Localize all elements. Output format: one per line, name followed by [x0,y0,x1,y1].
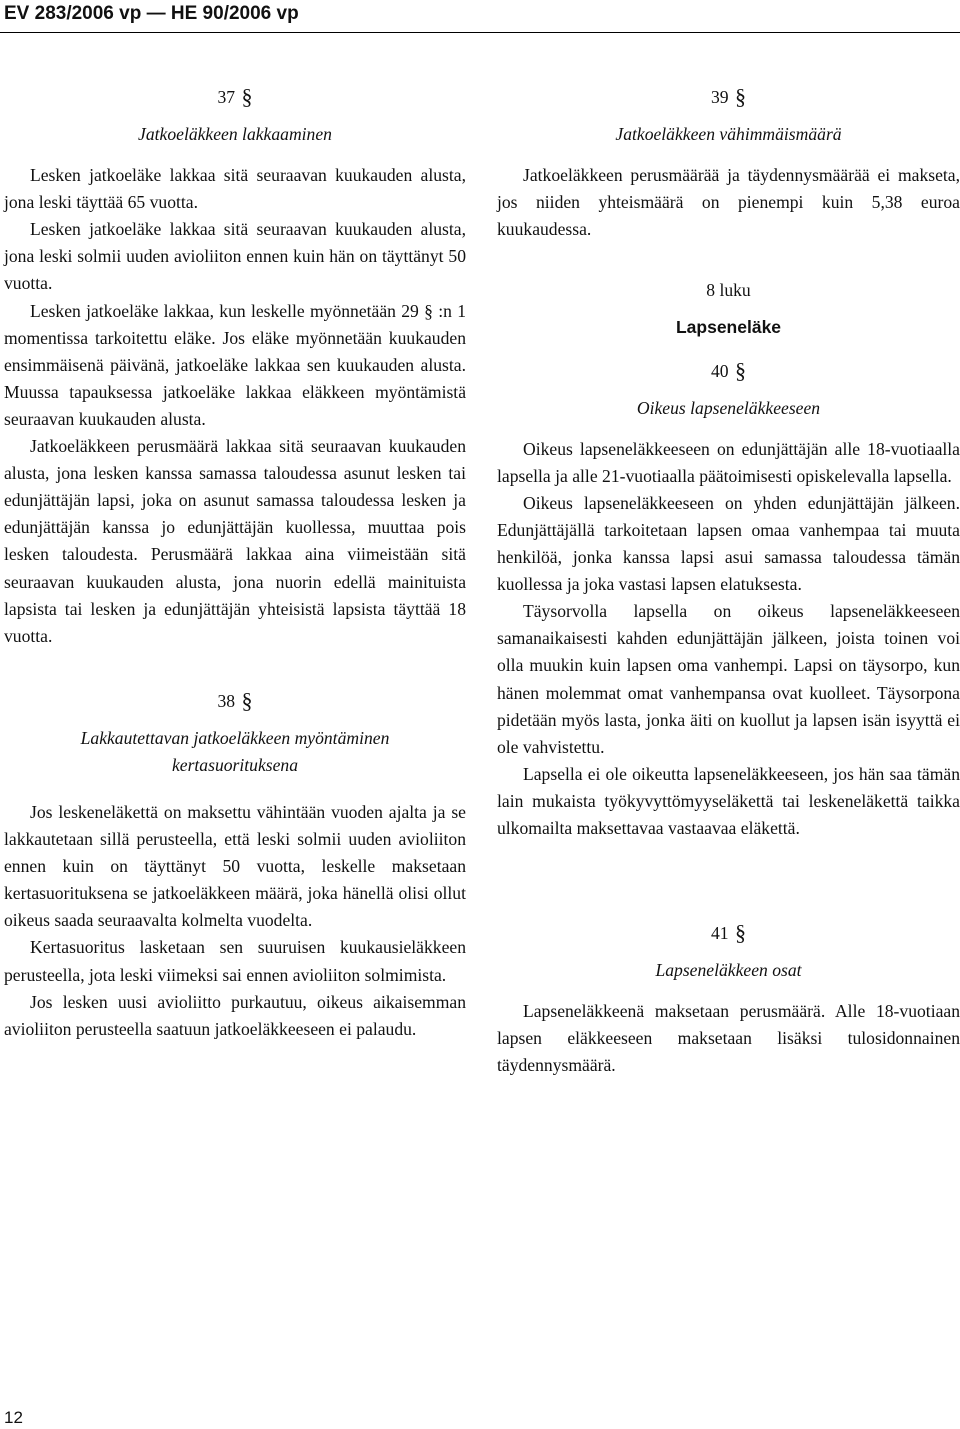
section-number: 39 [711,87,729,107]
section-symbol: § [241,687,253,713]
left-column [4,82,466,1043]
section-number-41 [497,918,960,947]
paragraph: Jatkoeläkkeen perusmäärä lakkaa sitä seuraavan kuukauden alusta, jona lesken kanssa samassa taloudessa asunut lesken tai edunjättäjän lapsi, joka on asunut samassa taloudessa lesken ja edunjättäjän kanssa jo edunjättäjän kuollessa, muuttaa pois lesken taloudesta. Perusmäärä lakkaa aina viimeistään sitä seuraavan kuukauden alusta, jona nuorin edellä mainituista lapsista tai lesken ja edunjättäjän yhteisistä lapsista täyttää 18 vuotta. [4,436,466,646]
section-number: 40 [711,360,729,381]
right-column [497,82,960,1079]
section-symbol: § [241,84,253,109]
section-heading-38-line2: kertasuorituksena [171,754,299,775]
section-heading-38-line1: Lakkautettavan jatkoeläkkeen myöntäminen [80,727,390,748]
section-heading-37: Jatkoeläkkeen lakkaaminen [138,124,332,144]
section-number-39 [497,82,960,111]
paragraph: Oikeus lapseneläkkeeseen on yhden edunjättäjän jälkeen. Edunjättäjällä tarkoitetaan lapsen omaa vanhempaa tai muuta henkilöä, jonka kanssa lapsi asui samassa taloudessa tämän kuollessa ja joka vastasi lapsen elatuksesta. [497,492,960,595]
paragraph: Jos leskeneläkettä on maksettu vähintään vuoden ajalta ja se lakkautetaan sillä perusteella, että leski solmii uuden avioliiton ennen kuin on täyttänyt 50 vuotta, leskelle maksetaan kertasuorituksena se jatkoeläkkeen määrä, joka hänellä olisi ollut oikeus saada seuraavalta kolmelta vuodelta. [4,801,466,931]
paragraph: Lesken jatkoeläke lakkaa, kun leskelle myönnetään 29 § :n 1 momentissa tarkoitettu eläke. Jos eläke myönnetään kuukauden ensimmäisenä päivänä, jatkoeläke lakkaa sen kuukauden alusta. Muussa tapauksessa jatkoeläke lakkaa eläkkeen myöntämistä seuraavan kuukauden alusta. [4,300,466,429]
paragraph: Lesken jatkoeläke lakkaa sitä seuraavan kuukauden alusta, jona leski täyttää 65 vuotta. [4,165,466,213]
running-header [0,0,960,30]
section-heading-41: Lapseneläkkeen osat [655,960,802,981]
section-number-38 [4,686,466,715]
chapter-label: 8 luku [706,280,751,301]
section-number-37 [4,82,466,111]
running-title: EV 283/2006 vp — HE 90/2006 vp [4,3,299,24]
section-heading-40: Oikeus lapseneläkkeeseen [636,397,821,418]
paragraph: Lesken jatkoeläke lakkaa sitä seuraavan kuukauden alusta, jona leski solmii uuden avioliiton ennen kuin hän on täyttänyt 50 vuotta. [4,219,466,294]
page-number: 12 [4,1408,23,1427]
section-number: 38 [217,690,236,711]
section-symbol: § [735,357,746,383]
section-number: 41 [711,923,729,944]
header-rule [0,32,960,33]
paragraph: Jatkoeläkkeen perusmäärää ja täydennysmäärää ei makseta, jos niiden yhteismäärä on pienempi kuin 5,38 euroa kuukaudessa. [497,165,960,240]
section-heading-39: Jatkoeläkkeen vähimmäismäärä [615,124,842,144]
section-number: 37 [217,87,236,107]
paragraph: Oikeus lapseneläkkeeseen on edunjättäjän alle 18-vuotiaalla lapsella ja alle 21-vuotiaalla päätoimisesti opiskelevalla lapsella. [497,438,960,486]
paragraph: Kertasuoritus lasketaan sen suuruisen kuukausieläkkeen perusteella, jota leski viimeksi sai ennen avioliiton solmimista. [4,937,466,985]
section-symbol: § [735,84,746,109]
section-symbol: § [735,920,746,946]
paragraph: Lapsella ei ole oikeutta lapseneläkkeeseen, jos hän saa tämän lain mukaista työkyvyttömyyseläkettä tai leskeneläkettä taikka ulkomailta maksettavaa vastaavaa eläkettä. [497,763,960,838]
section-number-40 [497,356,960,385]
paragraph: Jos lesken uusi avioliitto purkautuu, oikeus aikaisemman avioliiton perusteella saatuun jatkoeläkkeeseen ei palaudu. [4,991,466,1039]
chapter-title: Lapseneläke [675,317,782,338]
paragraph: Lapseneläkkeenä maksetaan perusmäärä. Alle 18-vuotiaan lapsen eläkkeeseen maksetaan lisäksi tulosidonnainen täydennysmäärä. [497,1001,960,1076]
paragraph: Täysorvolla lapsella on oikeus lapseneläkkeeseen samanaikaisesti kahden edunjättäjän jälkeen, joista toinen voi olla muukin kuin lapsen oma vanhempi. Lapsi on täysorpo, kun hänen molemmat omat vanhempansa ovat kuolleet. Täysorpona pidetään myös lasta, jonka äiti on kuollut ja lapsen isän isyyttä ei ole vahvistettu. [497,601,960,757]
